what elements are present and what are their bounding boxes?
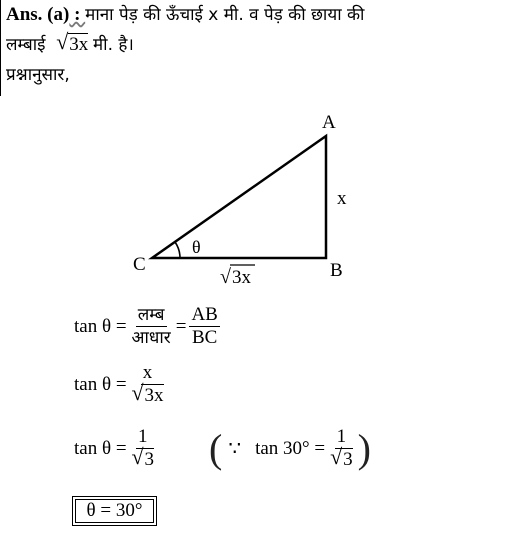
- eq3-numerator: 1: [138, 426, 148, 447]
- eq3-lhs: tan θ =: [74, 437, 127, 459]
- right-triangle: [152, 136, 326, 258]
- note-numerator: 1: [336, 426, 347, 447]
- answer-separator: :: [69, 4, 86, 25]
- eq2-fraction: [130, 362, 166, 407]
- note-open-paren: (: [209, 425, 223, 471]
- angle-arc: [175, 242, 180, 258]
- final-answer-box: [72, 496, 157, 526]
- according-to-question: प्रश्नानुसार,: [6, 65, 70, 85]
- equation-3: [74, 426, 371, 471]
- equation-2: [74, 362, 169, 407]
- note-denominator: √ 3: [330, 444, 353, 470]
- eq1-denominator-2: BC: [191, 327, 218, 348]
- given-statement: माना पेड़ की ऊँचाई x मी. व पेड़ की छाया की: [85, 5, 365, 25]
- equation-1: [74, 304, 223, 349]
- side-label-cb: [220, 265, 255, 288]
- shadow-length-value: √ 3x: [56, 29, 89, 55]
- side-label-ab: x: [337, 188, 347, 209]
- eq3-fraction: [130, 426, 157, 471]
- vertex-label-a: A: [322, 112, 336, 133]
- eq1-lhs: tan θ =: [74, 315, 127, 337]
- svg-text:√: √: [220, 266, 231, 288]
- svg-text:3x: 3x: [232, 267, 251, 288]
- answer-label: Ans. (a): [6, 4, 70, 25]
- eq1-equals: =: [175, 315, 187, 337]
- final-answer: θ = 30°: [86, 500, 143, 521]
- because-symbol: ∵: [228, 438, 242, 460]
- eq1-fraction-2: [189, 304, 219, 349]
- shadow-length-unit: मी. है।: [93, 35, 134, 55]
- eq1-numerator-1: लम्ब: [137, 305, 165, 325]
- eq2-denominator: √ 3x: [131, 380, 164, 406]
- vertex-label-b: B: [330, 260, 343, 281]
- eq2-numerator: x: [142, 362, 153, 383]
- eq1-fraction-1: [130, 304, 173, 349]
- note-lhs: tan 30° =: [255, 437, 326, 459]
- eq2-lhs: tan θ =: [74, 373, 127, 395]
- note-fraction: [328, 426, 355, 471]
- vertex-label-c: C: [133, 254, 146, 275]
- shadow-length-label: लम्बाई: [6, 35, 46, 55]
- eq1-numerator-2: AB: [191, 304, 218, 325]
- note-close-paren: ): [357, 425, 371, 471]
- angle-label: θ: [192, 237, 201, 257]
- eq3-denominator: √ 3: [131, 444, 155, 470]
- eq1-denominator-1: आधार: [131, 328, 171, 348]
